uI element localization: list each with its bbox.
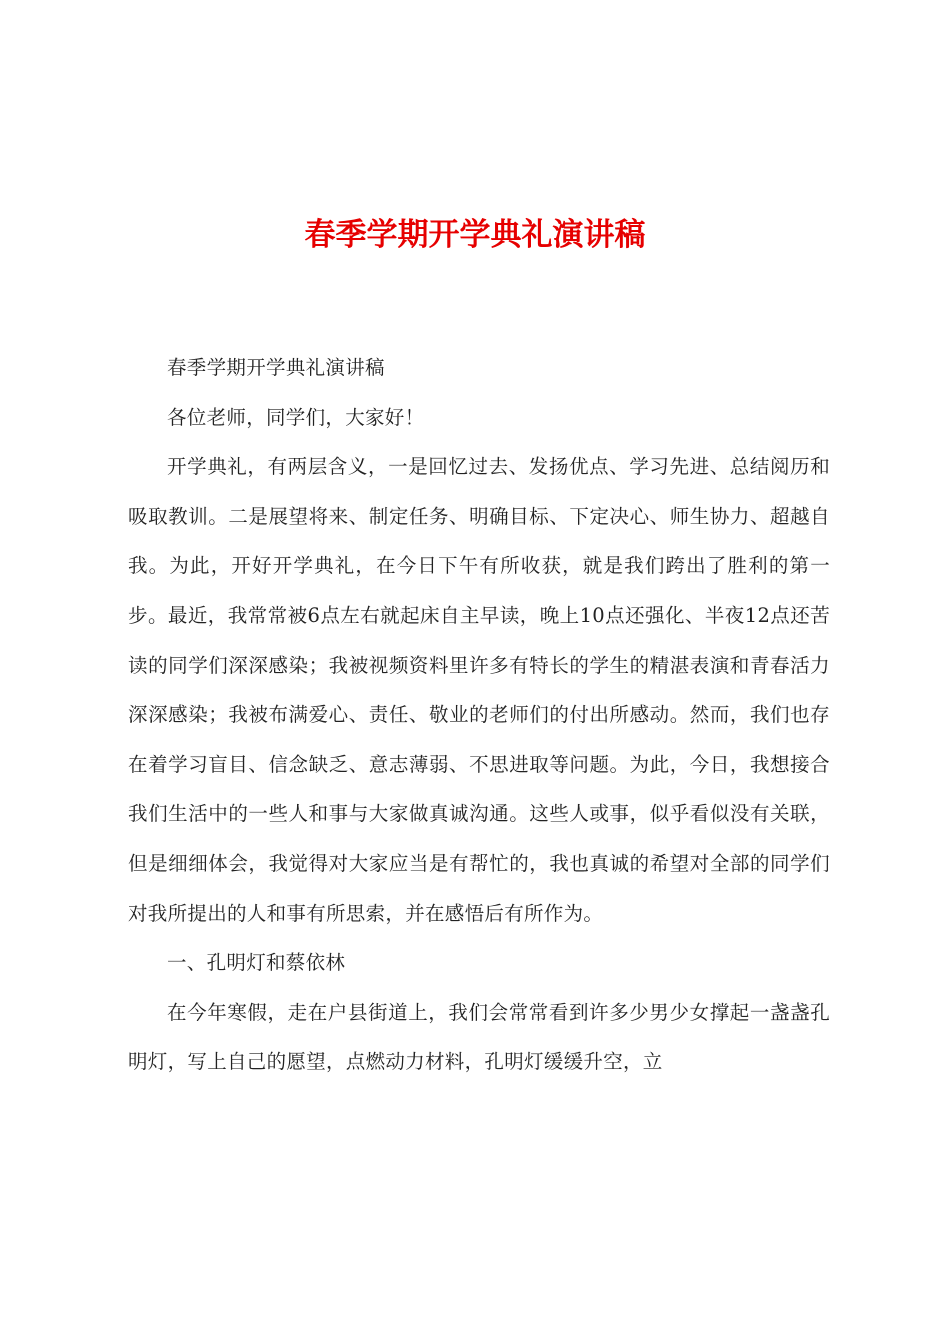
paragraph-greeting: 各位老师，同学们，大家好！ [167, 405, 425, 429]
document-title: 春季学期开学典礼演讲稿 [304, 217, 646, 253]
paragraph-introduction: 开学典礼，有两层含义，一是回忆过去、发扬优点、学习先进、总结阅历和吸取教训。二是展望将来、制定任务、明确目标、下定决心、师生协力、超越自我。为此，开好开学典礼，在今日下午有所收获，就是我们跨出了胜利的第一步。最近，我常常被6点左右就起床自主早读，晚上10点还强化、半夜12点还苦读的同学们深深感染；我被视频资料里许多有特长的学生的精湛表演和青春活力深深感染；我被布满爱心、责任、敬业的老师们的付出所感动。然而，我们也存在着学习盲目、信念缺乏、意志薄弱、不思进取等问题。为此，今日，我想接合我们生活中的一些人和事与大家做真诚沟通。这些人或事，似乎看似没有关联，但是细细体会，我觉得对大家应当是有帮忙的，我也真诚的希望对全部的同学们对我所提出的人和事有所思索，并在感悟后有所作为。 [128, 455, 830, 925]
section-heading: 一、孔明灯和蔡依林 [167, 951, 346, 975]
paragraph-subtitle: 春季学期开学典礼演讲稿 [167, 356, 385, 379]
document-body [128, 343, 830, 1087]
paragraph-section-body: 在今年寒假，走在户县街道上，我们会常常看到许多少男少女撑起一盏盏孔明灯，写上自己的愿望，点燃动力材料，孔明灯缓缓升空，立 [128, 1000, 830, 1074]
